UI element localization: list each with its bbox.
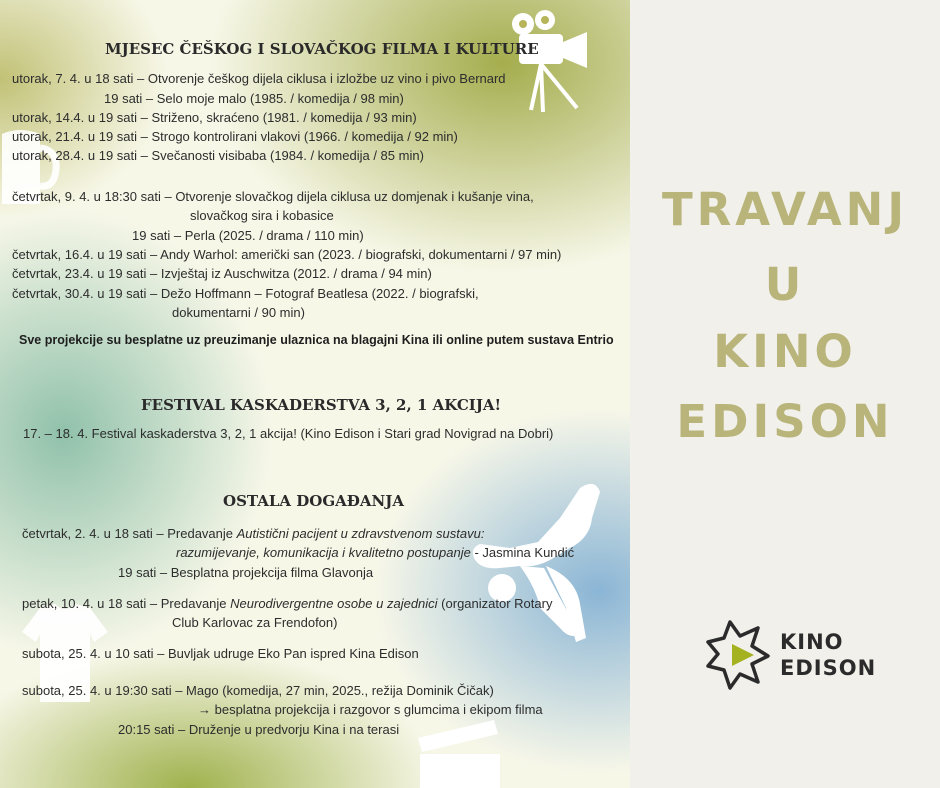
event-text: četvrtak, 2. 4. u 18 sati – Predavanje (22, 526, 237, 541)
clapperboard-icon (414, 718, 504, 788)
event-line: Club Karlovac za Frendofon) (172, 615, 338, 630)
event-line: slovačkog sira i kobasice (190, 208, 334, 223)
festival-line: 17. – 18. 4. Festival kaskaderstva 3, 2, 1 akcija! (Kino Edison i Stari grad Novigrad na Dobri) (23, 426, 554, 441)
event-text: - Jasmina Kundić (470, 545, 575, 560)
event-line (22, 596, 552, 612)
logo-text-kino: KINO (780, 630, 844, 654)
lecture-title: Neurodivergentne osobe u zajednici (230, 596, 438, 611)
section-title-festival: FESTIVAL KASKADERSTVA 3, 2, 1 AKCIJA! (141, 396, 502, 414)
film-camera-icon (505, 6, 595, 116)
stuntman-silhouette-icon (437, 478, 630, 648)
event-line: četvrtak, 16.4. u 19 sati – Andy Warhol: američki san (2023. / biografski, dokumentarni / 97 min) (12, 247, 562, 262)
logo-text-edison: EDISON (780, 656, 877, 680)
event-line: 20:15 sati – Druženje u predvorju Kina i na terasi (118, 722, 400, 737)
event-line: četvrtak, 30.4. u 19 sati – Dežo Hoffmann – Fotograf Beatlesa (2022. / biografski, (12, 286, 479, 301)
event-text: (organizator Rotary (437, 596, 553, 611)
headline-u: U (764, 258, 806, 311)
event-line: 19 sati – Besplatna projekcija filma Glavonja (118, 565, 374, 580)
lecture-title: razumijevanje, komunikacija i kvalitetno postupanje (176, 545, 471, 560)
free-screenings-note: Sve projekcije su besplatne uz preuzimanje ulaznica na blagajni Kina ili online putem sustava Entrio (19, 333, 614, 347)
headline-travanj: TRAVANJ (661, 183, 909, 236)
event-line: subota, 25. 4. u 19:30 sati – Mago (komedija, 27 min, 2025., režija Dominik Čičak) (22, 683, 494, 698)
event-line: 19 sati – Perla (2025. / drama / 110 min) (132, 228, 364, 243)
event-line: utorak, 21.4. u 19 sati – Strogo kontrolirani vlakovi (1966. / komedija / 92 min) (12, 129, 458, 144)
event-line: utorak, 7. 4. u 18 sati – Otvorenje češkog dijela ciklusa i izložbe uz vino i pivo Bernard (12, 71, 506, 86)
event-line: 19 sati – Selo moje malo (1985. / komedija / 98 min) (104, 91, 404, 106)
section-title-other-events: OSTALA DOGAĐANJA (223, 492, 405, 510)
event-line: četvrtak, 9. 4. u 18:30 sati – Otvorenje slovačkog dijela ciklusa uz domjenak i kušanje vina, (12, 189, 534, 204)
event-text: petak, 10. 4. u 18 sati – Predavanje (22, 596, 231, 611)
event-line (22, 526, 484, 542)
event-line: četvrtak, 23.4. u 19 sati – Izvještaj iz Auschwitza (2012. / drama / 94 min) (12, 266, 432, 281)
event-line: utorak, 28.4. u 19 sati – Svečanosti visibaba (1984. / komedija / 85 min) (12, 148, 424, 163)
headline-edison: EDISON (676, 395, 894, 448)
event-line (176, 545, 574, 561)
event-line: → besplatna projekcija i razgovor s glumcima i ekipom filma (198, 702, 543, 717)
event-line: dokumentarni / 90 min) (172, 305, 305, 320)
lecture-title: Autistični pacijent u zdravstvenom sustavu: (236, 526, 485, 541)
section-title-czech-slovak: MJESEC ČEŠKOG I SLOVAČKOG FILMA I KULTURE (105, 40, 539, 58)
kino-edison-logo-icon (706, 620, 770, 690)
event-line: subota, 25. 4. u 10 sati – Buvljak udruge Eko Pan ispred Kina Edison (22, 646, 419, 661)
event-line: utorak, 14.4. u 19 sati – Striženo, skraćeno (1981. / komedija / 93 min) (12, 110, 417, 125)
headline-kino: KINO (713, 325, 857, 378)
